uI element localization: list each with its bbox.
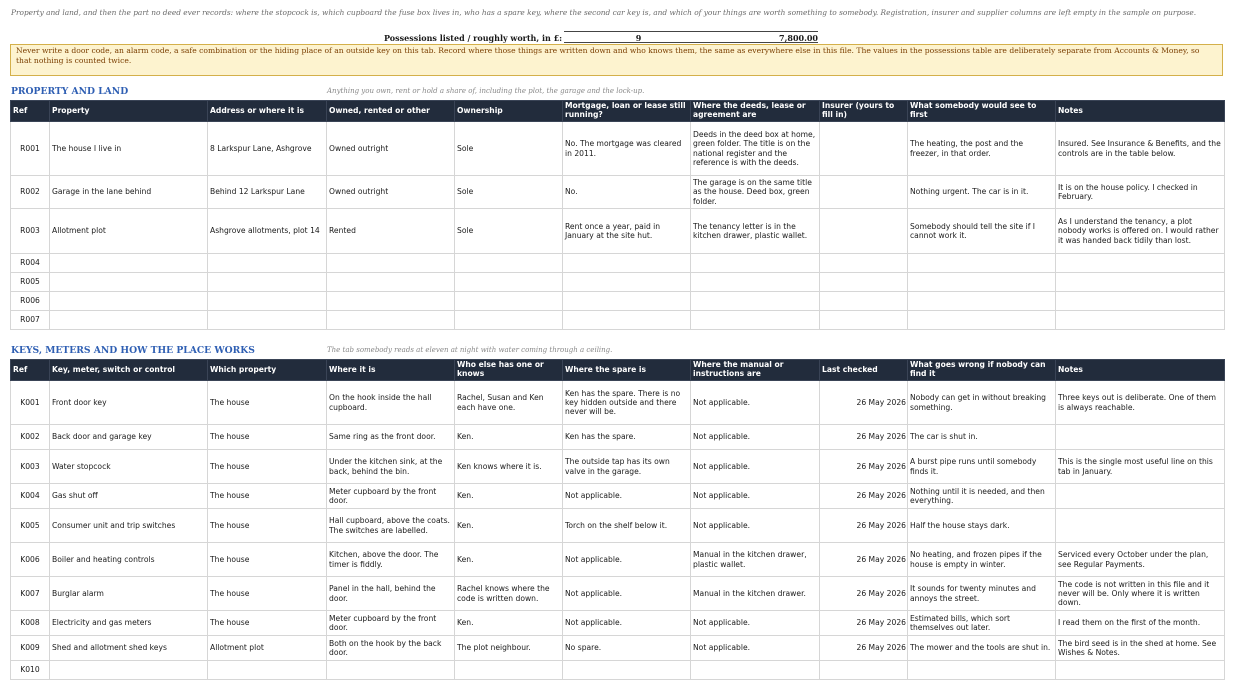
keys-cell-spare[interactable]: Not applicable.: [563, 577, 691, 611]
keys-cell-ref[interactable]: K003: [11, 450, 50, 484]
keys-cell-risk[interactable]: Nobody can get in without breaking something.: [908, 381, 1056, 425]
keys-cell-property[interactable]: The house: [208, 381, 327, 425]
property-cell-property[interactable]: [50, 292, 208, 311]
table-row: [11, 311, 1225, 330]
property-cell-tenure[interactable]: [327, 311, 455, 330]
keys-cell-notes[interactable]: [1056, 425, 1225, 450]
keys-header-item[interactable]: Key, meter, switch or control: [50, 360, 208, 381]
property-section-note: Anything you own, rent or hold a share of, including the plot, the garage and the lock-up.: [327, 87, 645, 95]
keys-cell-manual[interactable]: Not applicable.: [691, 509, 820, 543]
property-cell-address[interactable]: 8 Larkspur Lane, Ashgrove: [208, 122, 327, 176]
property-cell-address[interactable]: Behind 12 Larkspur Lane: [208, 176, 327, 209]
keys-cell-spare[interactable]: Ken has the spare. There is no key hidden outside and there never will be.: [563, 381, 691, 425]
keys-header-ref[interactable]: Ref: [11, 360, 50, 381]
property-cell-tenure[interactable]: Rented: [327, 209, 455, 254]
property-cell-notes[interactable]: [1056, 273, 1225, 292]
table-row: [11, 661, 1225, 680]
table-row: [11, 425, 1225, 450]
property-cell-insurer[interactable]: [820, 176, 908, 209]
property-cell-mortgage[interactable]: [563, 311, 691, 330]
property-cell-ownership[interactable]: Sole: [455, 209, 563, 254]
property-cell-mortgage[interactable]: [563, 273, 691, 292]
property-cell-tenure[interactable]: [327, 273, 455, 292]
property-cell-deeds-location[interactable]: [691, 311, 820, 330]
keys-header-who-knows[interactable]: Who else has one or knows: [455, 360, 563, 381]
property-cell-ref[interactable]: R006: [11, 292, 50, 311]
keys-cell-manual[interactable]: Manual in the kitchen drawer, plastic wallet.: [691, 543, 820, 577]
keys-cell-notes[interactable]: [1056, 509, 1225, 543]
property-cell-first-priority[interactable]: Nothing urgent. The car is in it.: [908, 176, 1056, 209]
property-cell-deeds-location[interactable]: The garage is on the same title as the house. Deed box, green folder.: [691, 176, 820, 209]
property-cell-mortgage[interactable]: [563, 254, 691, 273]
keys-cell-notes[interactable]: This is the single most useful line on this tab in January.: [1056, 450, 1225, 484]
keys-cell-location[interactable]: Hall cupboard, above the coats. The switches are labelled.: [327, 509, 455, 543]
keys-cell-location[interactable]: On the hook inside the hall cupboard.: [327, 381, 455, 425]
keys-cell-risk[interactable]: Nothing until it is needed, and then everything.: [908, 484, 1056, 509]
keys-table: [10, 359, 1225, 680]
property-cell-mortgage[interactable]: No. The mortgage was cleared in 2011.: [563, 122, 691, 176]
table-row: [11, 209, 1225, 254]
keys-cell-last-checked[interactable]: 26 May 2026: [820, 425, 908, 450]
keys-section-title: KEYS, METERS AND HOW THE PLACE WORKS: [11, 345, 255, 356]
property-header-property[interactable]: Property: [50, 101, 208, 122]
keys-cell-ref[interactable]: K004: [11, 484, 50, 509]
keys-cell-risk[interactable]: Estimated bills, which sort themselves out later.: [908, 611, 1056, 636]
keys-cell-manual[interactable]: Not applicable.: [691, 381, 820, 425]
property-cell-tenure[interactable]: Owned outright: [327, 176, 455, 209]
keys-cell-notes[interactable]: [1056, 661, 1225, 680]
keys-cell-ref[interactable]: K007: [11, 577, 50, 611]
property-cell-ref[interactable]: R001: [11, 122, 50, 176]
keys-cell-risk[interactable]: The mower and the tools are shut in.: [908, 636, 1056, 661]
keys-cell-item[interactable]: Gas shut off: [50, 484, 208, 509]
property-cell-address[interactable]: [208, 273, 327, 292]
keys-cell-last-checked[interactable]: 26 May 2026: [820, 381, 908, 425]
table-row: [11, 176, 1225, 209]
keys-cell-last-checked[interactable]: 26 May 2026: [820, 636, 908, 661]
keys-cell-who-knows[interactable]: [455, 661, 563, 680]
property-cell-notes[interactable]: As I understand the tenancy, a plot nobody works is offered on. I would rather it was handed back tidily than lost.: [1056, 209, 1225, 254]
keys-cell-location[interactable]: Panel in the hall, behind the door.: [327, 577, 455, 611]
possessions-count: 9: [635, 33, 642, 43]
keys-cell-ref[interactable]: K005: [11, 509, 50, 543]
property-cell-ownership[interactable]: [455, 311, 563, 330]
property-cell-first-priority[interactable]: [908, 292, 1056, 311]
keys-cell-item[interactable]: Back door and garage key: [50, 425, 208, 450]
possessions-value-cell[interactable]: [713, 31, 818, 43]
property-cell-first-priority[interactable]: The heating, the post and the freezer, in that order.: [908, 122, 1056, 176]
keys-cell-location[interactable]: Kitchen, above the door. The timer is fiddly.: [327, 543, 455, 577]
property-cell-property[interactable]: The house I live in: [50, 122, 208, 176]
property-cell-mortgage[interactable]: [563, 292, 691, 311]
property-cell-ref[interactable]: R004: [11, 254, 50, 273]
keys-section-note: The tab somebody reads at eleven at night with water coming through a ceiling.: [327, 346, 613, 354]
keys-cell-notes[interactable]: [1056, 484, 1225, 509]
keys-cell-manual[interactable]: Not applicable.: [691, 484, 820, 509]
keys-cell-notes[interactable]: Serviced every October under the plan, see Regular Payments.: [1056, 543, 1225, 577]
keys-cell-spare[interactable]: Ken has the spare.: [563, 425, 691, 450]
property-cell-insurer[interactable]: [820, 254, 908, 273]
property-header-deeds-location[interactable]: Where the deeds, lease or agreement are: [691, 101, 820, 122]
keys-cell-manual[interactable]: Not applicable.: [691, 636, 820, 661]
keys-cell-location[interactable]: Under the kitchen sink, at the back, behind the bin.: [327, 450, 455, 484]
keys-cell-manual[interactable]: Not applicable.: [691, 425, 820, 450]
keys-cell-ref[interactable]: K001: [11, 381, 50, 425]
table-row: [11, 509, 1225, 543]
property-section-title: PROPERTY AND LAND: [11, 86, 129, 97]
keys-cell-manual[interactable]: Not applicable.: [691, 450, 820, 484]
keys-cell-property[interactable]: [208, 661, 327, 680]
keys-cell-risk[interactable]: [908, 661, 1056, 680]
property-header-insurer[interactable]: Insurer (yours to fill in): [820, 101, 908, 122]
keys-cell-location[interactable]: Both on the hook by the back door.: [327, 636, 455, 661]
property-cell-property[interactable]: [50, 273, 208, 292]
property-header-ref[interactable]: Ref: [11, 101, 50, 122]
keys-header-manual[interactable]: Where the manual or instructions are: [691, 360, 820, 381]
keys-cell-risk[interactable]: It sounds for twenty minutes and annoys the street.: [908, 577, 1056, 611]
property-cell-ref[interactable]: R007: [11, 311, 50, 330]
property-cell-address[interactable]: [208, 254, 327, 273]
keys-cell-item[interactable]: Consumer unit and trip switches: [50, 509, 208, 543]
possessions-count-cell[interactable]: [564, 31, 713, 43]
property-cell-first-priority[interactable]: Somebody should tell the site if I cannot work it.: [908, 209, 1056, 254]
keys-cell-who-knows[interactable]: Ken.: [455, 543, 563, 577]
keys-cell-ref[interactable]: K010: [11, 661, 50, 680]
keys-cell-notes[interactable]: Three keys out is deliberate. One of them is always reachable.: [1056, 381, 1225, 425]
keys-cell-spare[interactable]: Not applicable.: [563, 543, 691, 577]
keys-cell-spare[interactable]: No spare.: [563, 636, 691, 661]
property-cell-first-priority[interactable]: [908, 254, 1056, 273]
intro-text: Property and land, and then the part no deed ever records: where the stopcock is, which cupboard the fuse box lives in, who has a spare key, where the second car key is, and which of your things are worth something to somebody. Registration, insurer and supplier columns are left empty in the sample on purpose.: [11, 8, 1197, 17]
property-cell-insurer[interactable]: [820, 273, 908, 292]
keys-cell-risk[interactable]: The car is shut in.: [908, 425, 1056, 450]
keys-cell-last-checked[interactable]: 26 May 2026: [820, 543, 908, 577]
keys-cell-property[interactable]: The house: [208, 611, 327, 636]
keys-cell-spare[interactable]: Not applicable.: [563, 611, 691, 636]
property-cell-ref[interactable]: R002: [11, 176, 50, 209]
keys-cell-spare[interactable]: Torch on the shelf below it.: [563, 509, 691, 543]
property-header-notes[interactable]: Notes: [1056, 101, 1225, 122]
keys-cell-item[interactable]: [50, 661, 208, 680]
keys-cell-manual[interactable]: [691, 661, 820, 680]
property-cell-address[interactable]: Ashgrove allotments, plot 14: [208, 209, 327, 254]
property-cell-property[interactable]: [50, 311, 208, 330]
property-header-mortgage[interactable]: Mortgage, loan or lease still running?: [563, 101, 691, 122]
possessions-value: 7,800.00: [779, 33, 818, 43]
property-cell-property[interactable]: [50, 254, 208, 273]
property-cell-ownership[interactable]: [455, 254, 563, 273]
property-cell-tenure[interactable]: [327, 254, 455, 273]
keys-cell-item[interactable]: Shed and allotment shed keys: [50, 636, 208, 661]
property-cell-notes[interactable]: It is on the house policy. I checked in February.: [1056, 176, 1225, 209]
keys-cell-risk[interactable]: No heating, and frozen pipes if the house is empty in winter.: [908, 543, 1056, 577]
property-cell-deeds-location[interactable]: [691, 273, 820, 292]
property-cell-ownership[interactable]: Sole: [455, 122, 563, 176]
keys-header-risk[interactable]: What goes wrong if nobody can find it: [908, 360, 1056, 381]
keys-header-spare[interactable]: Where the spare is: [563, 360, 691, 381]
keys-cell-location[interactable]: Meter cupboard by the front door.: [327, 611, 455, 636]
keys-header-notes[interactable]: Notes: [1056, 360, 1225, 381]
warning-banner: Never write a door code, an alarm code, a safe combination or the hiding place of an outside key on this tab. Record where those things are written down and who knows them, the same as everywhere else in this file. The values in the possessions table are deliberately separate from Accounts & Money, so that nothing is counted twice.: [10, 44, 1223, 76]
property-cell-notes[interactable]: [1056, 311, 1225, 330]
table-row: [11, 122, 1225, 176]
keys-cell-spare[interactable]: Not applicable.: [563, 484, 691, 509]
property-cell-ref[interactable]: R003: [11, 209, 50, 254]
keys-cell-risk[interactable]: A burst pipe runs until somebody finds it.: [908, 450, 1056, 484]
keys-cell-property[interactable]: The house: [208, 509, 327, 543]
property-cell-tenure[interactable]: Owned outright: [327, 122, 455, 176]
keys-cell-property[interactable]: The house: [208, 484, 327, 509]
keys-cell-last-checked[interactable]: 26 May 2026: [820, 484, 908, 509]
keys-cell-ref[interactable]: K002: [11, 425, 50, 450]
keys-cell-spare[interactable]: The outside tap has its own valve in the garage.: [563, 450, 691, 484]
keys-cell-item[interactable]: Boiler and heating controls: [50, 543, 208, 577]
property-header-tenure[interactable]: Owned, rented or other: [327, 101, 455, 122]
keys-cell-manual[interactable]: Not applicable.: [691, 611, 820, 636]
property-header-row: [11, 101, 1225, 122]
keys-cell-ref[interactable]: K009: [11, 636, 50, 661]
keys-cell-property[interactable]: The house: [208, 450, 327, 484]
keys-cell-manual[interactable]: Manual in the kitchen drawer.: [691, 577, 820, 611]
table-row: [11, 450, 1225, 484]
property-cell-mortgage[interactable]: No.: [563, 176, 691, 209]
keys-cell-property[interactable]: The house: [208, 543, 327, 577]
keys-cell-property[interactable]: Allotment plot: [208, 636, 327, 661]
table-row: [11, 254, 1225, 273]
keys-cell-risk[interactable]: Half the house stays dark.: [908, 509, 1056, 543]
property-cell-deeds-location[interactable]: [691, 254, 820, 273]
property-table: [10, 100, 1225, 330]
keys-cell-last-checked[interactable]: 26 May 2026: [820, 450, 908, 484]
keys-cell-notes[interactable]: The code is not written in this file and it never will be. Only where it is written down.: [1056, 577, 1225, 611]
keys-header-last-checked[interactable]: Last checked: [820, 360, 908, 381]
table-row: [11, 292, 1225, 311]
property-cell-ownership[interactable]: [455, 273, 563, 292]
property-cell-ownership[interactable]: Sole: [455, 176, 563, 209]
keys-header-location[interactable]: Where it is: [327, 360, 455, 381]
table-row: [11, 577, 1225, 611]
keys-cell-last-checked[interactable]: 26 May 2026: [820, 611, 908, 636]
keys-cell-last-checked[interactable]: 26 May 2026: [820, 509, 908, 543]
property-cell-first-priority[interactable]: [908, 273, 1056, 292]
keys-cell-ref[interactable]: K008: [11, 611, 50, 636]
keys-cell-who-knows[interactable]: Ken.: [455, 509, 563, 543]
keys-cell-property[interactable]: The house: [208, 577, 327, 611]
property-cell-tenure[interactable]: [327, 292, 455, 311]
table-row: [11, 484, 1225, 509]
table-row: [11, 636, 1225, 661]
keys-cell-property[interactable]: The house: [208, 425, 327, 450]
property-cell-address[interactable]: [208, 311, 327, 330]
property-header-address[interactable]: Address or where it is: [208, 101, 327, 122]
keys-cell-item[interactable]: Electricity and gas meters: [50, 611, 208, 636]
property-cell-notes[interactable]: [1056, 254, 1225, 273]
property-cell-deeds-location[interactable]: [691, 292, 820, 311]
keys-cell-last-checked[interactable]: 26 May 2026: [820, 577, 908, 611]
table-row: [11, 381, 1225, 425]
property-cell-notes[interactable]: [1056, 292, 1225, 311]
property-cell-ref[interactable]: R005: [11, 273, 50, 292]
property-header-ownership[interactable]: Ownership: [455, 101, 563, 122]
keys-cell-notes[interactable]: I read them on the first of the month.: [1056, 611, 1225, 636]
property-cell-deeds-location[interactable]: Deeds in the deed box at home, green folder. The title is on the national register and the reference is with the deeds.: [691, 122, 820, 176]
keys-header-property[interactable]: Which property: [208, 360, 327, 381]
property-cell-first-priority[interactable]: [908, 311, 1056, 330]
keys-cell-location[interactable]: [327, 661, 455, 680]
table-row: [11, 611, 1225, 636]
property-cell-property[interactable]: Garage in the lane behind: [50, 176, 208, 209]
property-cell-property[interactable]: Allotment plot: [50, 209, 208, 254]
table-row: [11, 543, 1225, 577]
keys-cell-location[interactable]: Meter cupboard by the front door.: [327, 484, 455, 509]
property-header-first-priority[interactable]: What somebody would see to first: [908, 101, 1056, 122]
summary-label: Possessions listed / roughly worth, in £:: [384, 33, 563, 43]
keys-cell-who-knows[interactable]: The plot neighbour.: [455, 636, 563, 661]
property-cell-insurer[interactable]: [820, 311, 908, 330]
keys-cell-who-knows[interactable]: Ken.: [455, 611, 563, 636]
keys-cell-who-knows[interactable]: Rachel knows where the code is written down.: [455, 577, 563, 611]
property-cell-insurer[interactable]: [820, 209, 908, 254]
keys-cell-spare[interactable]: [563, 661, 691, 680]
keys-cell-location[interactable]: Same ring as the front door.: [327, 425, 455, 450]
property-cell-notes[interactable]: Insured. See Insurance & Benefits, and the controls are in the table below.: [1056, 122, 1225, 176]
keys-header-row: [11, 360, 1225, 381]
keys-cell-who-knows[interactable]: Ken knows where it is.: [455, 450, 563, 484]
keys-cell-item[interactable]: Burglar alarm: [50, 577, 208, 611]
keys-cell-item[interactable]: Front door key: [50, 381, 208, 425]
keys-cell-ref[interactable]: K006: [11, 543, 50, 577]
property-cell-deeds-location[interactable]: The tenancy letter is in the kitchen drawer, plastic wallet.: [691, 209, 820, 254]
property-cell-mortgage[interactable]: Rent once a year, paid in January at the site hut.: [563, 209, 691, 254]
keys-cell-who-knows[interactable]: Ken.: [455, 484, 563, 509]
keys-cell-notes[interactable]: The bird seed is in the shed at home. See Wishes & Notes.: [1056, 636, 1225, 661]
property-cell-insurer[interactable]: [820, 122, 908, 176]
keys-cell-item[interactable]: Water stopcock: [50, 450, 208, 484]
property-cell-insurer[interactable]: [820, 292, 908, 311]
keys-cell-who-knows[interactable]: Ken.: [455, 425, 563, 450]
keys-cell-last-checked[interactable]: [820, 661, 908, 680]
property-cell-address[interactable]: [208, 292, 327, 311]
property-cell-ownership[interactable]: [455, 292, 563, 311]
keys-cell-who-knows[interactable]: Rachel, Susan and Ken each have one.: [455, 381, 563, 425]
table-row: [11, 273, 1225, 292]
